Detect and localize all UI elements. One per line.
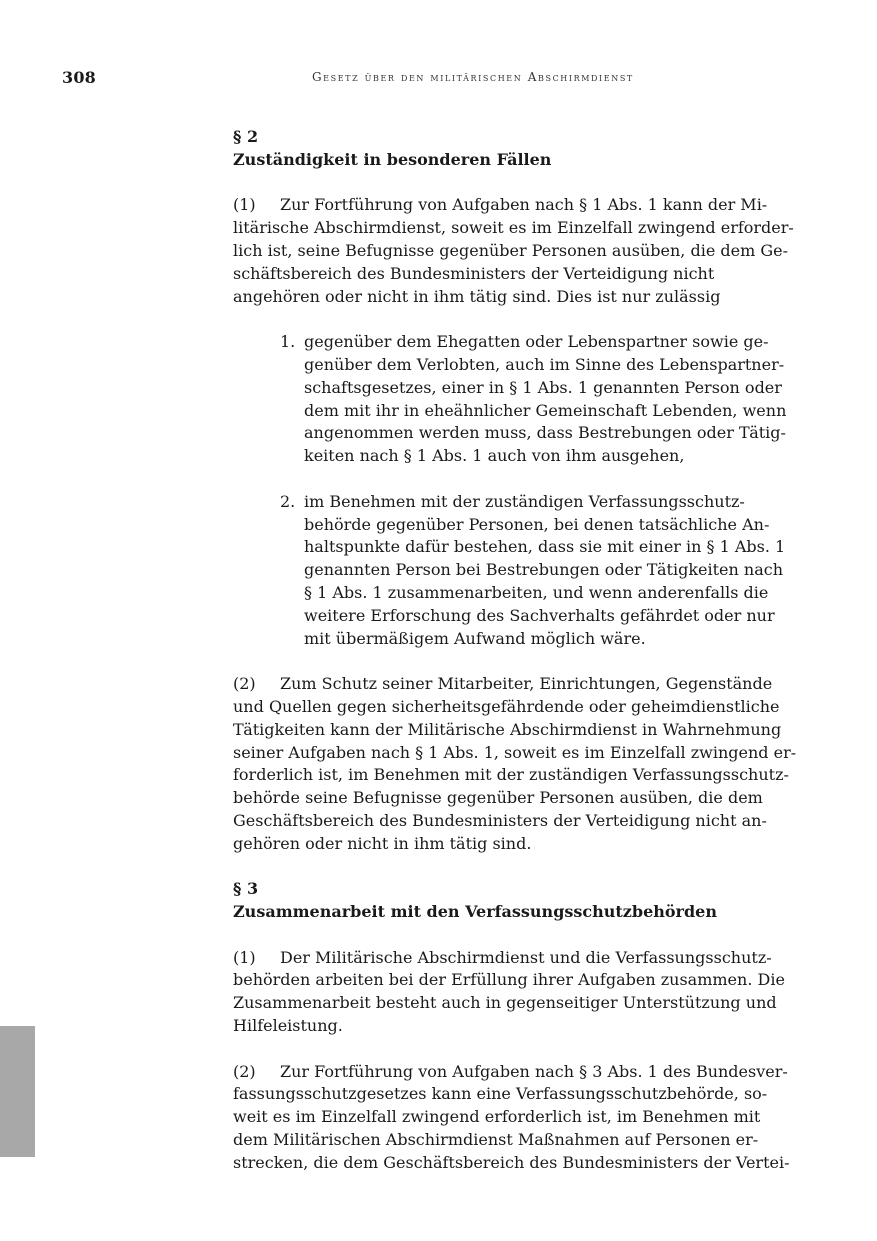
- list-item-number: 2.: [280, 491, 296, 511]
- list-item-line: angenommen werden muss, dass Bestrebungen oder Tätig-: [304, 423, 786, 443]
- paragraph-line: dem Militärischen Abschirmdienst Maßnahmen auf Personen er-: [233, 1130, 759, 1150]
- section-title: Zuständigkeit in besonderen Fällen: [233, 149, 552, 169]
- section-number: § 2: [233, 127, 259, 146]
- list-item-line: dem mit ihr in eheähnlicher Gemeinschaft Lebenden, wenn: [304, 400, 787, 420]
- list-item-line: gegenüber dem Ehegatten oder Lebenspartner sowie ge-: [304, 332, 769, 352]
- paragraph: [233, 194, 794, 308]
- list-item-line: im Benehmen mit der zuständigen Verfassungsschutz-: [304, 491, 745, 511]
- paragraph-line: weit es im Einzelfall zwingend erforderlich ist, im Benehmen mit: [233, 1107, 761, 1127]
- list-item: [280, 331, 785, 468]
- page-number: 308: [62, 68, 96, 87]
- paragraph-line: Zusammenarbeit besteht auch in gegenseitiger Unterstützung und: [233, 993, 777, 1013]
- paragraph-number: (2): [233, 1061, 256, 1081]
- section: [233, 126, 797, 856]
- list-item-line: keiten nach § 1 Abs. 1 auch von ihm ausgehen,: [304, 446, 685, 466]
- paragraph-line: und Quellen gegen sicherheitsgefährdende oder geheimdienstliche: [233, 696, 780, 716]
- list-item-line: genannten Person bei Bestrebungen oder Tätigkeiten nach: [304, 560, 783, 580]
- paragraph-line: Geschäftsbereich des Bundesministers der Verteidigung nicht an-: [233, 810, 767, 830]
- paragraph-line: litärische Abschirmdienst, soweit es im Einzelfall zwingend erforder-: [233, 218, 794, 238]
- list-item-number: 1.: [280, 332, 296, 352]
- list-item-line: genüber dem Verlobten, auch im Sinne des Lebenspartner-: [304, 354, 785, 374]
- paragraph-text: Zur Fortführung von Aufgaben nach § 1 Abs. 1 kann der Mi-: [280, 195, 768, 215]
- paragraph-line: strecken, die dem Geschäftsbereich des Bundesministers der Vertei-: [233, 1152, 790, 1172]
- paragraph-line: [233, 947, 785, 970]
- paragraph-line: forderlich ist, im Benehmen mit der zuständigen Verfassungsschutz-: [233, 765, 789, 785]
- paragraph-line: behörde seine Befugnisse gegenüber Personen ausüben, die dem: [233, 788, 763, 808]
- paragraph-line: [233, 1061, 788, 1084]
- list-item-line: § 1 Abs. 1 zusammenarbeiten, und wenn anderenfalls die: [304, 582, 769, 602]
- list-item-line: behörde gegenüber Personen, bei denen tatsächliche An-: [304, 514, 770, 534]
- list-item-line: haltspunkte dafür bestehen, dass sie mit einer in § 1 Abs. 1: [304, 537, 786, 557]
- list-item-line: weitere Erforschung des Sachverhalts gefährdet oder nur: [304, 605, 775, 625]
- paragraph: [233, 673, 797, 855]
- section: [233, 878, 790, 1174]
- paragraph-text: Zur Fortführung von Aufgaben nach § 3 Abs. 1 des Bundesver-: [280, 1061, 788, 1081]
- running-head: Gesetz über den militärischen Abschirmdienst: [312, 70, 634, 84]
- document-body: [233, 126, 797, 1197]
- paragraph: [233, 947, 785, 1038]
- paragraph-line: angehören oder nicht in ihm tätig sind. Dies ist nur zulässig: [233, 286, 721, 306]
- paragraph-line: [233, 194, 785, 217]
- paragraph-text: Der Militärische Abschirmdienst und die Verfassungsschutz-: [280, 947, 772, 967]
- section-title: Zusammenarbeit mit den Verfassungsschutzbehörden: [233, 902, 717, 922]
- section-number: § 3: [233, 879, 259, 899]
- list-item-line: mit übermäßigem Aufwand möglich wäre.: [304, 628, 646, 648]
- list-item: [280, 491, 785, 651]
- paragraph-line: fassungsschutzgesetzes kann eine Verfassungsschutzbehörde, so-: [233, 1084, 768, 1104]
- list-item-line: schaftsgesetzes, einer in § 1 Abs. 1 genannten Person oder: [304, 377, 782, 397]
- paragraph-line: Tätigkeiten kann der Militärische Abschirmdienst in Wahrnehmung: [233, 719, 782, 739]
- thumb-index-tab: [0, 1026, 35, 1157]
- paragraph-text: Zum Schutz seiner Mitarbeiter, Einrichtungen, Gegenstände: [280, 674, 773, 694]
- paragraph-line: lich ist, seine Befugnisse gegenüber Personen ausüben, die dem Ge-: [233, 240, 788, 260]
- paragraph-line: [233, 673, 785, 696]
- paragraph-line: gehören oder nicht in ihm tätig sind.: [233, 833, 532, 853]
- paragraph-line: schäftsbereich des Bundesministers der Verteidigung nicht: [233, 263, 715, 283]
- paragraph-number: (1): [233, 195, 256, 215]
- paragraph-number: (1): [233, 947, 256, 967]
- paragraph-line: behörden arbeiten bei der Erfüllung ihrer Aufgaben zusammen. Die: [233, 970, 785, 990]
- numbered-list: [233, 331, 785, 650]
- paragraph-line: Hilfeleistung.: [233, 1016, 343, 1036]
- paragraph-number: (2): [233, 674, 256, 694]
- paragraph: [233, 1061, 790, 1175]
- paragraph-line: seiner Aufgaben nach § 1 Abs. 1, soweit es im Einzelfall zwingend er-: [233, 742, 797, 762]
